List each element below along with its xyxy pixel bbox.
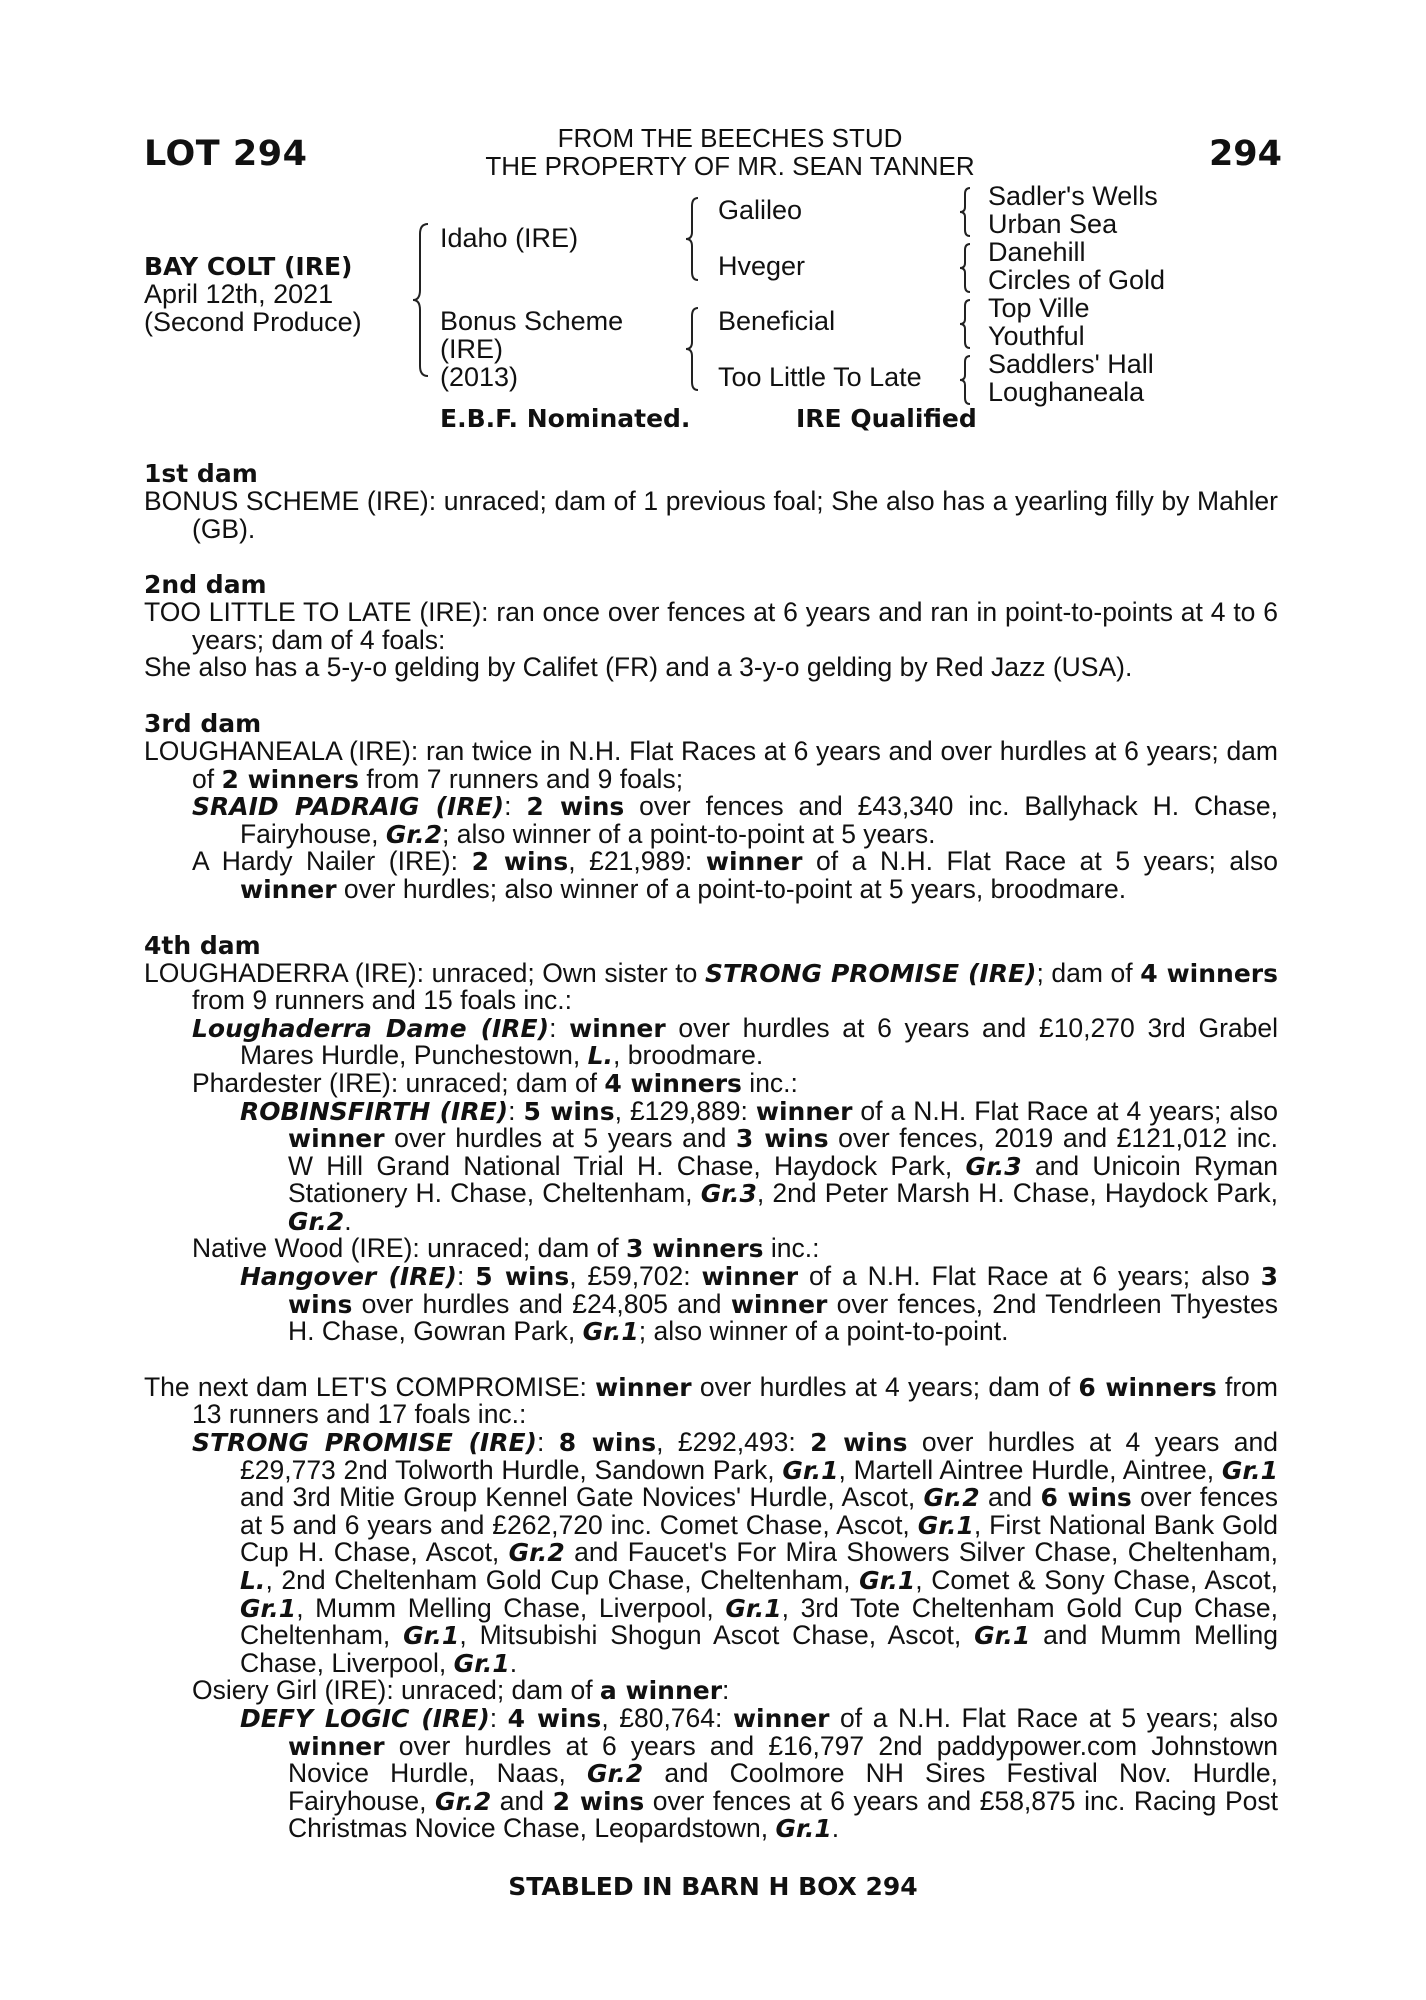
first-dam-text: BONUS SCHEME (IRE): unraced; dam of 1 previous foal; She also has a yearling filly by Mahler (GB). (144, 486, 1278, 544)
pedigree-dam-sire: Beneficial (718, 306, 836, 336)
pedigree-dam-year: (2013) (440, 362, 519, 392)
pedigree-brace-main (410, 220, 432, 380)
third-dam-runner-2: A Hardy Nailer (IRE): 2 wins, £21,989: winner of a N.H. Flat Race at 5 years; also winner over hurdles; also winner of a point-to-point at 5 years, broodmare. (192, 846, 1278, 904)
stabling-footer: STABLED IN BARN H BOX 294 (508, 1872, 918, 1901)
pedigree-dam-country: (IRE) (440, 334, 503, 364)
pedigree-brace-g4 (958, 352, 974, 408)
pedigree-brace-dam (684, 304, 702, 394)
pedigree-dam-dam: Too Little To Late (718, 362, 922, 392)
pedigree-sire-sire: Galileo (718, 195, 803, 225)
second-dam-text: TOO LITTLE TO LATE (IRE): ran once over fences at 6 years and ran in point-to-points at 4 to 6 years; dam of 4 foals: (144, 597, 1278, 655)
dam-details (144, 460, 1278, 1843)
fourth-dam-section (144, 932, 1278, 1346)
pedigree-sire: Idaho (IRE) (440, 223, 579, 253)
pedigree-g7: Saddlers' Hall (988, 349, 1154, 379)
fourth-dam-runner-1: Loughaderra Dame (IRE): winner over hurdles at 6 years and £10,270 3rd Grabel Mares Hurdle, Punchestown, L., broodmare. (192, 1012, 1278, 1071)
fourth-dam-text: LOUGHADERRA (IRE): unraced; Own sister to STRONG PROMISE (IRE); dam of 4 winners from 9 runners and 15 foals inc.: (144, 957, 1279, 1016)
first-dam-section (144, 460, 1278, 543)
first-dam-title: 1st dam (144, 459, 258, 488)
pedigree-brace-sire (684, 194, 702, 284)
third-dam-text: LOUGHANEALA (IRE): ran twice in N.H. Flat Races at 6 years and over hurdles at 6 years; dam of 2 winners from 7 runners and 9 foals; (144, 735, 1278, 794)
fourth-dam-grandchild-2: Hangover (IRE): 5 wins, £59,702: winner of a N.H. Flat Race at 6 years; also 3 wins over hurdles and £24,805 and winner over fences, 2nd Tendrleen Thyestes H. Chase, Gowran Park, Gr.1; also winner of a point-to-point. (240, 1261, 1278, 1347)
second-dam-title: 2nd dam (144, 570, 267, 600)
consignor-line-2: THE PROPERTY OF MR. SEAN TANNER (485, 151, 975, 181)
third-dam-runner-1: SRAID PADRAIG (IRE): 2 wins over fences and £43,340 inc. Ballyhack H. Chase, Fairyhouse, Gr.2; also winner of a point-to-point at 5 years. (192, 791, 1278, 849)
pedigree-brace-g1 (958, 184, 974, 240)
fourth-dam-runner-2: Phardester (IRE): unraced; dam of 4 winners inc.: (192, 1067, 798, 1098)
lot-number: 294 (1208, 134, 1282, 174)
pedigree-g3: Danehill (988, 237, 1086, 267)
next-dam-text: The next dam LET'S COMPROMISE: winner over hurdles at 4 years; dam of 6 winners from 13 runners and 17 foals inc.: (144, 1371, 1278, 1430)
horse-produce: (Second Produce) (144, 307, 362, 337)
pedigree-g2: Urban Sea (988, 209, 1118, 239)
fourth-dam-title: 4th dam (144, 930, 261, 960)
horse-dob: April 12th, 2021 (144, 279, 334, 309)
pedigree-brace-g3 (958, 296, 974, 352)
third-dam-section (144, 710, 1278, 904)
second-dam-section (144, 571, 1278, 682)
consignor-line-1: FROM THE BEECHES STUD (557, 123, 903, 153)
ire-qualified: IRE Qualified (796, 404, 977, 433)
next-dam-section (144, 1371, 1279, 1844)
second-dam-note: She also has a 5-y-o gelding by Califet (FR) and a 3-y-o gelding by Red Jazz (USA). (144, 652, 1133, 683)
ebf-nominated: E.B.F. Nominated. (440, 404, 691, 433)
fourth-dam-runner-3: Native Wood (IRE): unraced; dam of 3 winners inc.: (192, 1233, 820, 1264)
fourth-dam-grandchild-1: ROBINSFIRTH (IRE): 5 wins, £129,889: winner of a N.H. Flat Race at 4 years; also winner over hurdles at 5 years and 3 wins over fences, 2019 and £121,012 inc. W Hill Grand National Trial H. Chase, Haydock Park, Gr.3 and Unicoin Ryman Stationery H. Chase, Cheltenham, Gr.3, 2nd Peter Marsh H. Chase, Haydock Park, Gr.2. (240, 1095, 1279, 1236)
pedigree-g5: Top Ville (988, 293, 1090, 323)
pedigree-g1: Sadler's Wells (988, 181, 1158, 211)
horse-name: BAY COLT (IRE) (144, 252, 353, 281)
consignor (430, 124, 1030, 180)
next-dam-runner-2: Osiery Girl (IRE): unraced; dam of a winner: (192, 1675, 730, 1706)
pedigree-brace-g2 (958, 240, 974, 296)
next-dam-runner-1: STRONG PROMISE (IRE): 8 wins, £292,493: 2 wins over hurdles at 4 years and £29,773 2nd Tolworth Hurdle, Sandown Park, Gr.1, Martell Aintree Hurdle, Aintree, Gr.1 and 3rd Mitie Group Kennel Gate Novices' Hurdle, Ascot, Gr.2 and 6 wins over fences at 5 and 6 years and £262,720 inc. Comet Chase, Ascot, Gr.1, First National Bank Gold Cup H. Chase, Ascot, Gr.2 and Faucet's For Mira Showers Silver Chase, Cheltenham, L., 2nd Cheltenham Gold Cup Chase, Cheltenham, Gr.1, Comet & Sony Chase, Ascot, Gr.1, Mumm Melling Chase, Liverpool, Gr.1, 3rd Tote Cheltenham Gold Cup Chase, Cheltenham, Gr.1, Mitsubishi Shogun Ascot Chase, Ascot, Gr.1 and Mumm Melling Chase, Liverpool, Gr.1. (192, 1427, 1279, 1678)
pedigree-g4: Circles of Gold (988, 265, 1166, 295)
lot-label: LOT 294 (144, 134, 308, 174)
pedigree-dam: Bonus Scheme (440, 306, 624, 336)
third-dam-title: 3rd dam (144, 708, 262, 738)
pedigree-g6: Youthful (988, 321, 1085, 351)
pedigree-sire-dam: Hveger (718, 251, 806, 281)
next-dam-grandchild-1: DEFY LOGIC (IRE): 4 wins, £80,764: winner of a N.H. Flat Race at 5 years; also winner over hurdles at 6 years and £16,797 2nd paddypower.com Johnstown Novice Hurdle, Naas, Gr.2 and Coolmore NH Sires Festival Nov. Hurdle, Fairyhouse, Gr.2 and 2 wins over fences at 6 years and £58,875 inc. Racing Post Christmas Novice Chase, Leopardstown, Gr.1. (240, 1702, 1279, 1844)
pedigree-g8: Loughaneala (988, 377, 1145, 407)
